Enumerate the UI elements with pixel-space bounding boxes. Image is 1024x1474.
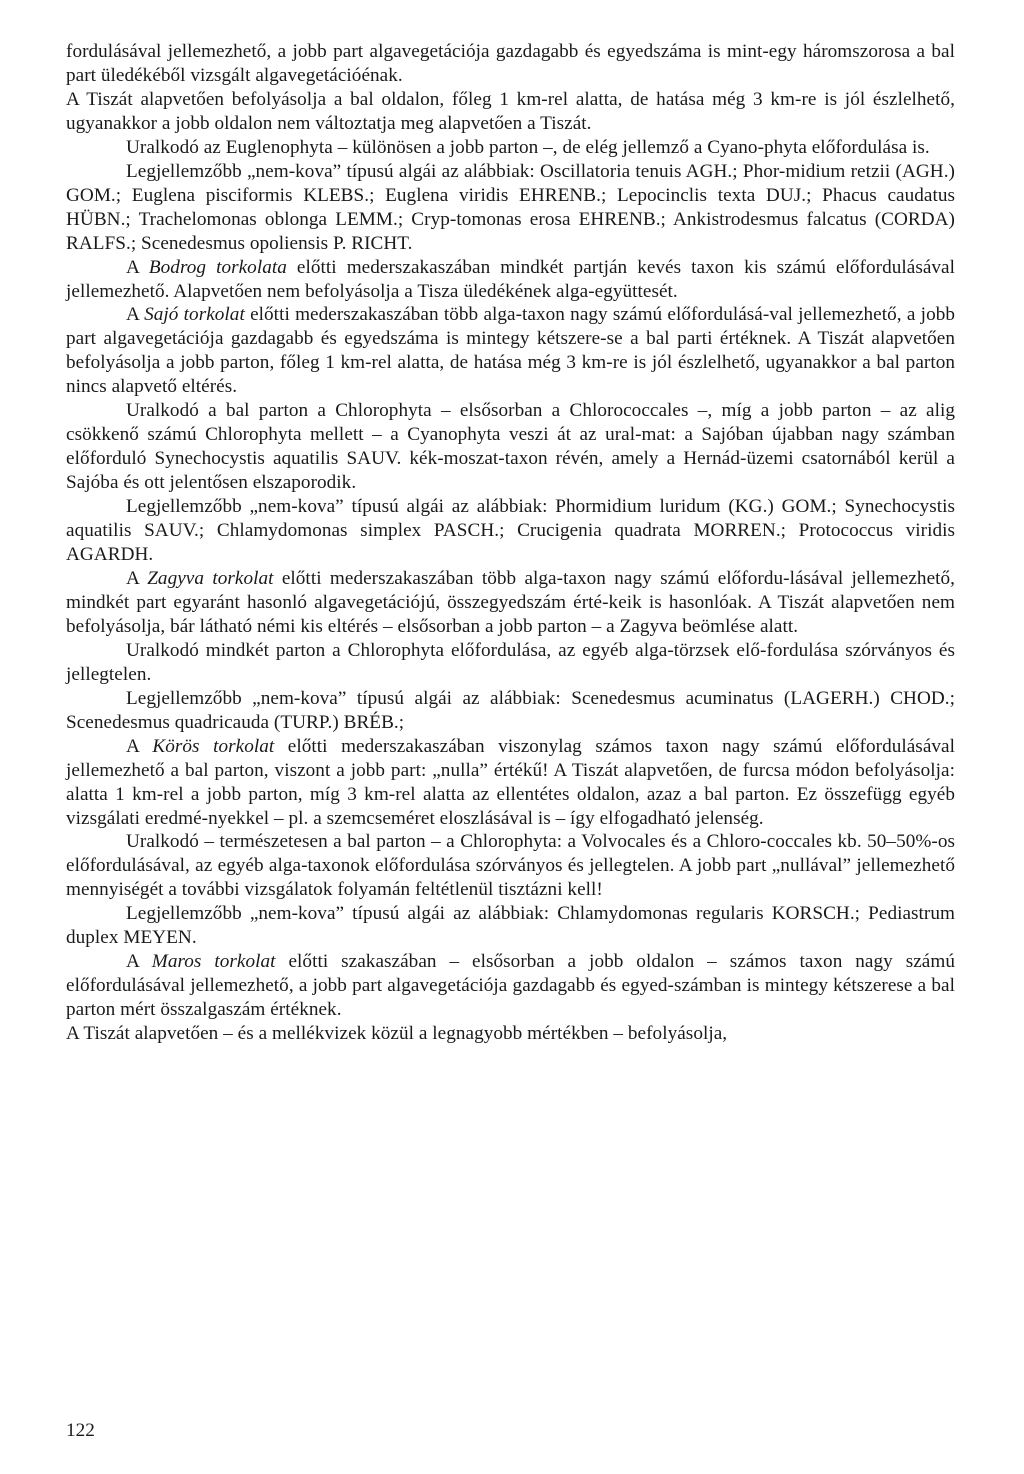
paragraph xyxy=(66,160,955,256)
paragraph xyxy=(66,1022,955,1046)
paragraph-text: Uralkodó – természetesen a bal parton – a Chlorophyta: a Volvocales és a Chloro-coccales kb. 50–50%-os előfordulásával, az egyéb alga-taxonok előfordulása szórványos és jellegtelen. A jobb part „nullával” jellemezhető mennyiségét a további vizsgálatok folyamán feltétlenül tisztázni kell! xyxy=(66,831,955,901)
paragraph-text: A xyxy=(126,567,148,589)
paragraph-text: A Tiszát alapvetően – és a mellékvizek közül a legnagyobb mértékben – befolyásolja, xyxy=(66,1023,728,1045)
paragraph-text: A Tiszát alapvetően befolyásolja a bal oldalon, főleg 1 km-rel alatta, de hatása még 3 km-re is jól észlelhető, ugyanakkor a jobb oldalon nem változtatja meg alapvetően a Tiszát. xyxy=(66,88,955,134)
paragraph-text: Uralkodó a bal parton a Chlorophyta – elsősorban a Chlorococcales –, míg a jobb parton – az alig csökkenő számú Chlorophyta mellett – a Cyanophyta veszi át az ural-mat: a Sajóban újabban nagy számban előforduló Synechocystis aquatilis SAUV. kék-moszat-taxon révén, amely a Hernád-üzemi csatornából kerül a Sajóba és ott jelentősen elszaporodik. xyxy=(66,400,955,494)
paragraph-text: Legjellemzőbb „nem-kova” típusú algái az alábbiak: Phormidium luridum (KG.) GOM.; Synechocystis aquatilis SAUV.; Chlamydomonas simplex PASCH.; Crucigenia quadrata MORREN.; Protococcus viridis AGARDH. xyxy=(66,496,955,566)
paragraph xyxy=(66,495,955,567)
paragraph xyxy=(66,399,955,495)
paragraph xyxy=(66,40,955,88)
paragraph xyxy=(66,567,955,639)
paragraph-text: előtti mederszakaszában több alga-taxon nagy számú előfordulásá-val jellemezhető, a jobb part algavegetációja gazdagabb és egyedszáma is mintegy kétszere-se a bal parti értéknek. A Tiszát alapvetően befolyásolja a jobb parton, főleg 1 km-rel alatta, de hatása még 3 km-re is jól észlelhető, ugyanakkor a bal parton nincs alapvető eltérés. xyxy=(66,304,955,398)
paragraph-text: előtti mederszakaszában mindkét partján kevés taxon kis számú előfordulásával jellemezhető. Alapvetően nem befolyásolja a Tisza üledékének alga-együttesét. xyxy=(66,256,955,302)
river-mouth-name: Bodrog torkolata xyxy=(148,256,287,278)
paragraph-text: Legjellemzőbb „nem-kova” típusú algái az alábbiak: Chlamydomonas regularis KORSCH.; Pediastrum duplex MEYEN. xyxy=(66,903,955,949)
paragraph xyxy=(66,136,955,160)
paragraph-text: Legjellemzőbb „nem-kova” típusú algái az alábbiak: Scenedesmus acuminatus (LAGERH.) CHOD.; Scenedesmus quadricauda (TURP.) BRÉB.; xyxy=(66,687,955,733)
paragraph xyxy=(66,88,955,136)
paragraph-text: A xyxy=(126,951,152,973)
paragraph-text: A xyxy=(126,735,153,757)
river-mouth-name: Zagyva torkolat xyxy=(147,567,274,589)
paragraph xyxy=(66,639,955,687)
paragraph xyxy=(66,735,955,831)
paragraph-text: Uralkodó mindkét parton a Chlorophyta előfordulása, az egyéb alga-törzsek elő-fordulása szórványos és jellegtelen. xyxy=(66,639,955,685)
river-mouth-name: Sajó torkolat xyxy=(144,304,245,326)
paragraph-text: A xyxy=(126,256,149,278)
page-text xyxy=(66,40,955,1046)
paragraph xyxy=(66,902,955,950)
river-mouth-name: Körös torkolat xyxy=(152,735,275,757)
paragraph xyxy=(66,256,955,304)
paragraph xyxy=(66,830,955,902)
page-number: 122 xyxy=(66,1420,95,1441)
river-mouth-name: Maros torkolat xyxy=(151,951,276,973)
paragraph xyxy=(66,303,955,399)
paragraph-text: előtti mederszakaszában viszonylag számos taxon nagy számú előfordulásával jellemezhető a bal parton, viszont a jobb part: „nulla” értékű! A Tiszát alapvetően, de furcsa módon befolyásolja: alatta 1 km-rel a jobb parton, míg 3 km-rel alatta az ellentétes oldalon, azaz a bal parton. Ez összefügg egyéb vizsgálati eredmé-nyekkel – pl. a szemcseméret eloszlásával is – így elfogadható jelenség. xyxy=(66,735,955,829)
paragraph-text: A xyxy=(126,304,145,326)
paragraph-text: előtti mederszakaszában több alga-taxon nagy számú előfordu-lásával jellemezhető, mindkét part egyaránt hasonló algavegetációjú, összegyedszám érté-keik is hasonlóak. A Tiszát alapvetően nem befolyásolja, bár látható némi kis eltérés – elsősorban a jobb parton – a Zagyva beömlése alatt. xyxy=(66,567,956,637)
paragraph xyxy=(66,687,955,735)
paragraph-text: Legjellemzőbb „nem-kova” típusú algái az alábbiak: Oscillatoria tenuis AGH.; Phor-midium retzii (AGH.) GOM.; Euglena pisciformis KLEBS.; Euglena viridis EHRENB.; Lepocinclis texta DUJ.; Phacus caudatus HÜBN.; Trachelomonas oblonga LEMM.; Cryp-tomonas erosa EHRENB.; Ankistrodesmus falcatus (CORDA) RALFS.; Scenedesmus opoliensis P. RICHT. xyxy=(66,160,955,254)
paragraph-text: előtti szakaszában – elsősorban a jobb oldalon – számos taxon nagy számú előfordulásával jellemezhető, a jobb part algavegetációja gazdagabb és egyed-számban is mintegy kétszerese a bal parton mért összalgaszám értéknek. xyxy=(66,951,955,1021)
paragraph-text: Uralkodó az Euglenophyta – különösen a jobb parton –, de elég jellemző a Cyano-phyta előfordulása is. xyxy=(126,136,930,158)
paragraph xyxy=(66,950,955,1022)
paragraph-text: fordulásával jellemezhető, a jobb part algavegetációja gazdagabb és egyedszáma is mint-egy háromszorosa a bal part üledékéből vizsgált algavegetációénak. xyxy=(66,41,955,86)
